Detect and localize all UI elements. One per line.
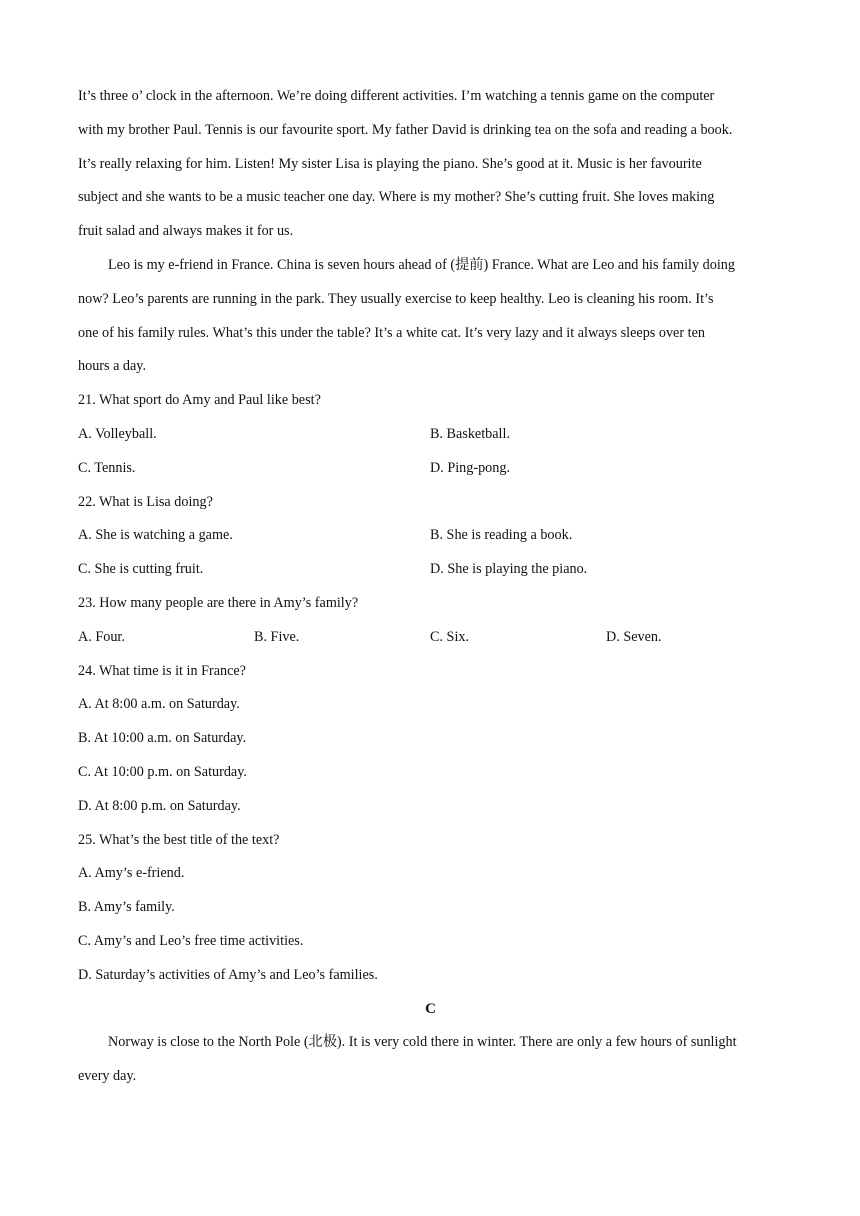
text-line: Leo is my e-friend in France. China is seven hours ahead of (提前) France. What are Leo and his family doing (108, 256, 735, 273)
option-c: C. Six. (430, 628, 470, 645)
question-24 (78, 655, 783, 824)
passage-paragraph-1 (78, 80, 783, 249)
option-d: D. At 8:00 p.m. on Saturday. (78, 797, 241, 814)
text-line: It’s three o’ clock in the afternoon. We’re doing different activities. I’m watching a tennis game on the computer (78, 88, 715, 104)
question-23 (78, 587, 783, 655)
question-stem: 23. How many people are there in Amy’s family? (78, 594, 359, 611)
text-line: Norway is close to the North Pole (北极). It is very cold there in winter. There are only a few hours of sunlight (108, 1034, 737, 1051)
option-d: D. Saturday’s activities of Amy’s and Leo’s families. (78, 966, 378, 983)
document-page (78, 80, 783, 1094)
text-line: now? Leo’s parents are running in the park. They usually exercise to keep healthy. Leo is cleaning his room. It’s (78, 290, 714, 307)
question-22 (78, 486, 783, 587)
option-a: A. Four. (78, 628, 125, 645)
question-stem: 25. What’s the best title of the text? (78, 831, 280, 848)
text-line: with my brother Paul. Tennis is our favourite sport. My father David is drinking tea on the sofa and reading a book. (78, 121, 733, 138)
option-c: C. She is cutting fruit. (78, 561, 204, 578)
option-c: C. Amy’s and Leo’s free time activities. (78, 932, 304, 949)
option-b: B. At 10:00 a.m. on Saturday. (78, 730, 247, 747)
option-d: D. She is playing the piano. (430, 561, 588, 578)
option-c: C. Tennis. (78, 459, 136, 476)
text-line: one of his family rules. What’s this under the table? It’s a white cat. It’s very lazy and it always sleeps over ten (78, 324, 705, 341)
text-line: It’s really relaxing for him. Listen! My sister Lisa is playing the piano. She’s good at it. Music is her favourite (78, 155, 702, 172)
option-d: D. Ping-pong. (430, 459, 511, 476)
option-b: B. She is reading a book. (430, 527, 573, 544)
question-21 (78, 384, 783, 485)
option-b: B. Five. (254, 628, 300, 645)
section-c (78, 993, 783, 1094)
question-stem: 22. What is Lisa doing? (78, 493, 213, 510)
option-b: B. Basketball. (430, 425, 510, 442)
option-d: D. Seven. (606, 628, 662, 645)
question-25 (78, 824, 783, 993)
question-stem: 24. What time is it in France? (78, 662, 246, 679)
option-c: C. At 10:00 p.m. on Saturday. (78, 763, 247, 780)
option-a: A. At 8:00 a.m. on Saturday. (78, 696, 240, 713)
section-heading: C (425, 1000, 436, 1017)
text-line: hours a day. (78, 358, 147, 375)
option-b: B. Amy’s family. (78, 899, 175, 916)
text-line: every day. (78, 1068, 137, 1085)
text-line: subject and she wants to be a music teacher one day. Where is my mother? She’s cutting fruit. She loves making (78, 189, 715, 206)
question-stem: 21. What sport do Amy and Paul like best? (78, 392, 321, 409)
passage-paragraph-2 (78, 249, 783, 384)
option-a: A. She is watching a game. (78, 527, 233, 544)
option-a: A. Volleyball. (78, 425, 157, 442)
text-line: fruit salad and always makes it for us. (78, 223, 294, 240)
option-a: A. Amy’s e-friend. (78, 865, 185, 882)
